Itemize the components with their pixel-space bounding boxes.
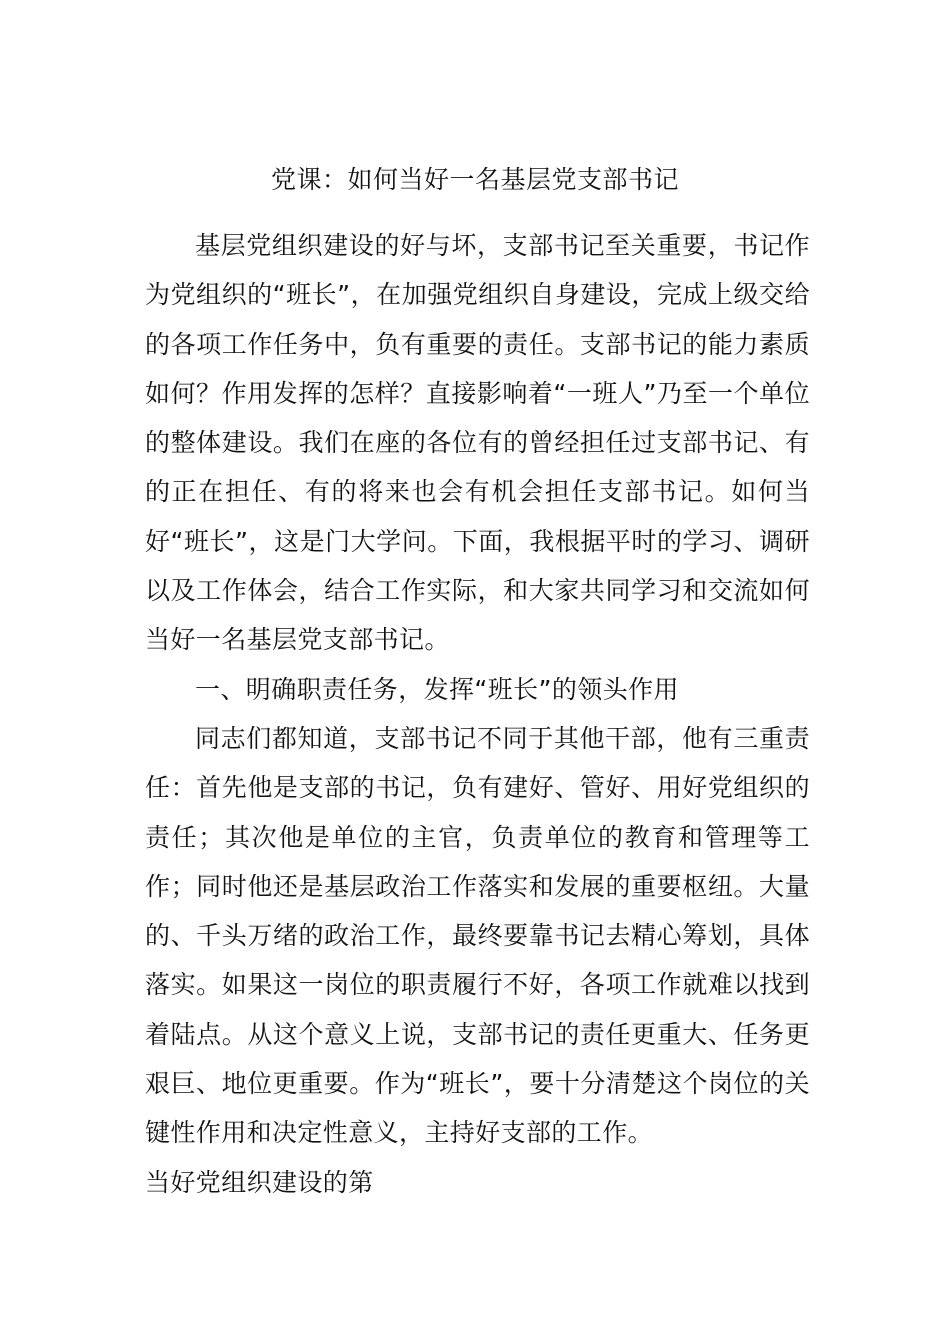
document-body [145, 221, 810, 1207]
intro-paragraph: 基层党组织建设的好与坏，支部书记至关重要，书记作为党组织的“班长”，在加强党组织自身建设，完成上级交给的各项工作任务中，负有重要的责任。支部书记的能力素质如何？作用发挥的怎样？直接影响着“一班人”乃至一个单位的整体建设。我们在座的各位有的曾经担任过支部书记、有的正在担任、有的将来也会有机会担任支部书记。如何当好“班长”，这是门大学问。下面，我根据平时的学习、调研以及工作体会，结合工作实际，和大家共同学习和交流如何当好一名基层党支部书记。 [145, 231, 810, 655]
document-title: 党课：如何当好一名基层党支部书记 [270, 165, 679, 194]
section-heading: 一、明确职责任务，发挥“班长”的领头作用 [195, 674, 679, 704]
section-paragraph: 同志们都知道，支部书记不同于其他干部，他有三重责任：首先他是支部的书记，负有建好、管好、用好党组织的责任；其次他是单位的主官，负责单位的教育和管理等工作；同时他还是基层政治工作落实和发展的重要枢纽。大量的、千头万绪的政治工作，最终要靠书记去精心筹划，具体落实。如果这一岗位的职责履行不好，各项工作就难以找到着陆点。从这个意义上说，支部书记的责任更重大、任务更艰巨、地位更重要。作为“班长”，要十分清楚这个岗位的关键性作用和决定性意义，主持好支部的工作。 [145, 723, 810, 1148]
trailing-fragment: 当好党组织建设的第 [145, 1167, 374, 1197]
